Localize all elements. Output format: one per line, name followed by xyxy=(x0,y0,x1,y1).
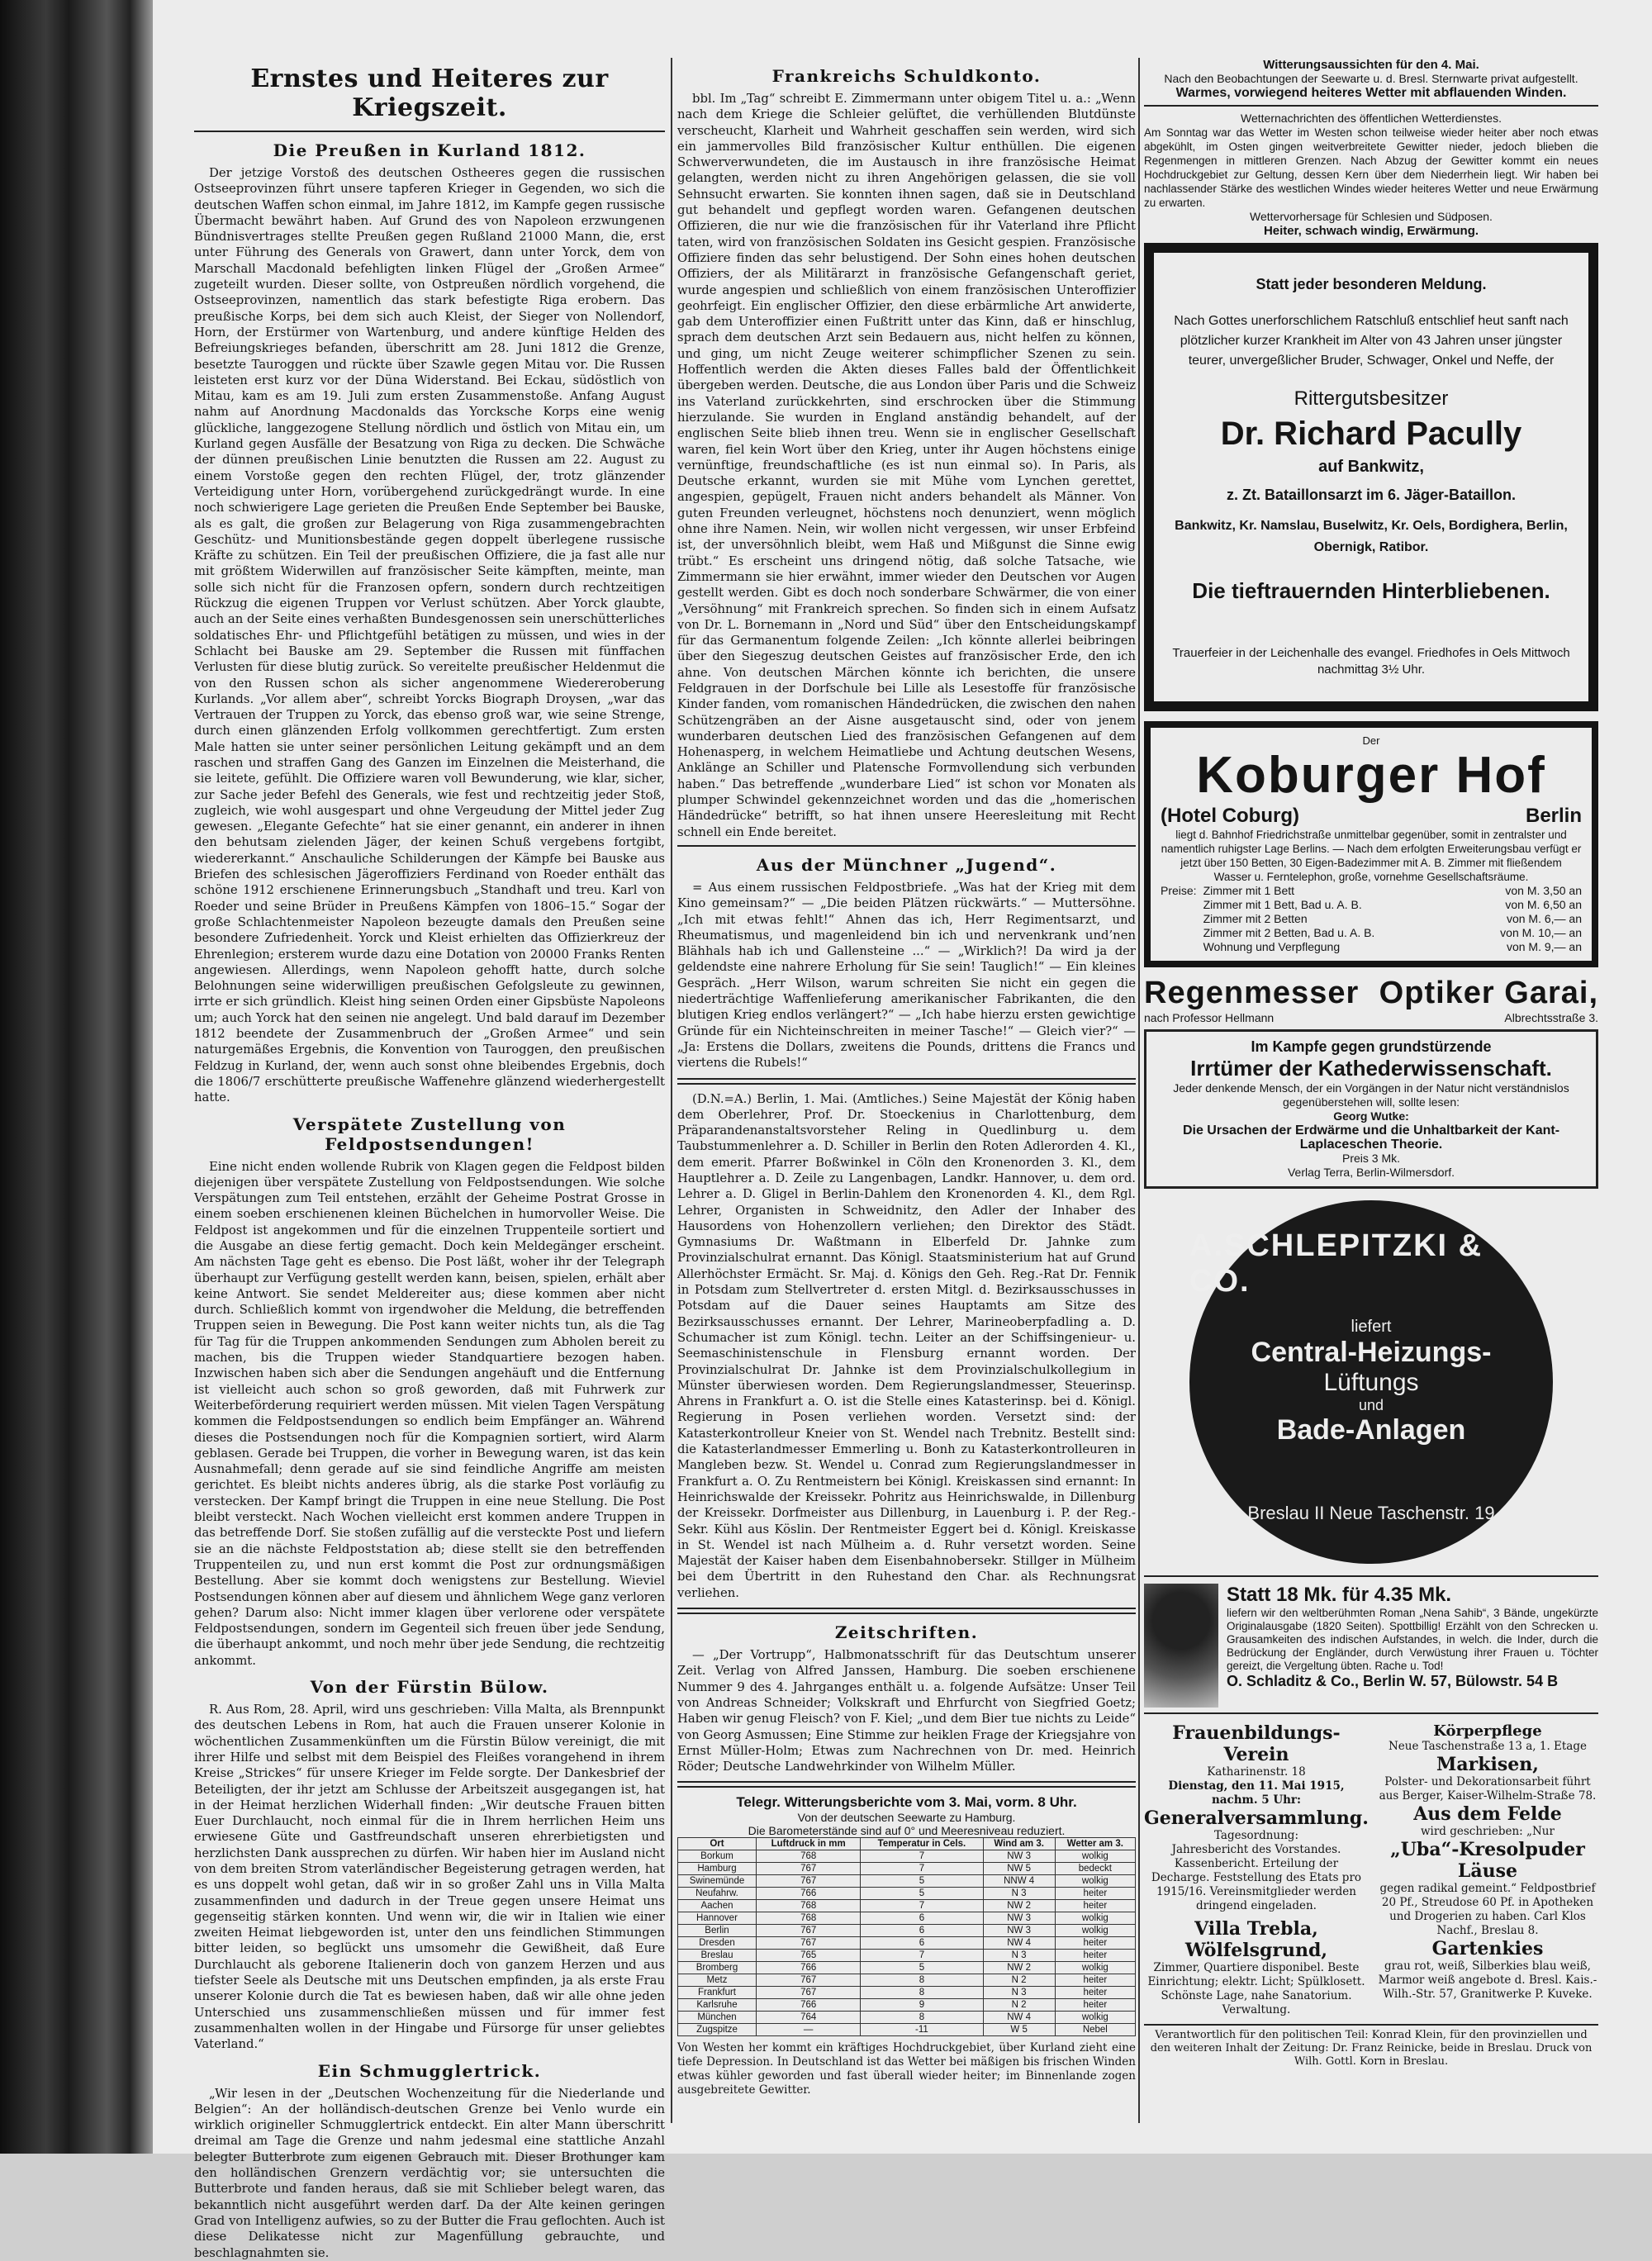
villa-title: Villa Trebla, xyxy=(1194,1918,1318,1940)
book-offer-head: Statt 18 Mk. für 4.35 Mk. xyxy=(1227,1584,1452,1606)
table-cell: 5 xyxy=(861,1875,983,1888)
article-body: Eine nicht enden wollende Rubrik von Klagen gegen die Feldpost bilden diejenigen über verspätete Zustellung von Feldpostsendungen. Wie solche Verspätungen zum Teil entstehen, erzählt der Geheime Postrat Grosse in einem soeben erschienenen kleinen Büchelchen in humorvoller Weise. Die Feldpost ist angekommen und für die einzelnen Truppenteile sortiert und die Ausgabe an diese fertig gemacht. Doch kein Meldegänger erscheint. Am nächsten Tage geht es ebenso. Die Post läßt, woher ihr der Telegraph überhaupt zur Verfügung gestellt werden kann, beisen, spielen, erhält aber keine Antwort. Sie sendet Meldereiter aus; diese kommen aber nicht durch. Schließlich kommt von irgendwoher die Meldung, die betreffenden Truppen seien in Bewegung. Die Post kann weiter nichts tun, als die Tag für Tag für die Truppen ankommenden Sendungen zum Abholen bereit zu machen, bis die Truppen wieder Standquartiere bezogen haben. Inzwischen haben sich aber die Sendungen angehäuft und die Entfernung ist vielleicht auch schon so groß geworden, daß mit Fuhrwerk zur Weiterbeförderung requiriert werden müssen. Mit vielen Tagen Verspätung kommen die Feldpostsendungen so endlich beim Empfänger an. Während dieses die Postsendungen noch für die Kompagnien sortiert, wird Alarm geblasen. Gerade bei Truppen, die vorher in Bewegung waren, ist das kein Ausnahmefall; denn gerade auf sie sind feindliche Angriffe am meisten gerichtet. Es bleibt nichts anderes übrig, als die starke Post vorläufig zu verstecken. Der Kampf bringt die Truppen in eine neue Stellung. Die Post bleibt versteckt. Nach Wochen vielleicht erst kommen andere Truppen in das betreffende Dorf. Sie stoßen zufällig auf die versteckte Post und liefern sie an die nächste Feldpoststation ab; diese stellt sie den betreffenden Truppenteilen zu, und nun erst kommt die Post zur ordnungsmäßigen Bestellung. Aber sie kommt doch wenigstens zur Bestellung. Wieviel Postsendungen können aber auf diesem und ähnlichem Wege ganz verloren gehen? Darum also: Nicht immer klagen über verlorene oder verspätete Feldpostsendungen, sondern im Gegenteil sich freuen über jede Sendung, die überhaupt ankommt, und noch mehr über jede Sendung, die rechtzeitig ankommt. xyxy=(194,1159,665,1668)
verein-event: Generalversammlung. xyxy=(1144,1807,1369,1829)
forecast-region: Wettervorhersage für Schlesien und Südposen. xyxy=(1250,210,1493,223)
table-row xyxy=(678,1850,1136,1863)
table-cell: Aachen xyxy=(678,1900,757,1912)
table-cell: bedeckt xyxy=(1055,1863,1135,1875)
table-cell: NW 4 xyxy=(983,2012,1055,2024)
column-left xyxy=(194,58,665,2260)
verein-addr: Katharinenstr. 18 xyxy=(1207,1765,1306,1779)
weather-report-title: Telegr. Witterungsberichte vom 3. Mai, vorm. 8 Uhr. xyxy=(736,1794,1077,1811)
table-cell: 5 xyxy=(861,1888,983,1900)
hotel-price-item: Zimmer mit 1 Bett xyxy=(1203,884,1295,897)
table-cell: 768 xyxy=(756,1900,860,1912)
column-middle xyxy=(677,58,1136,2131)
markisen-title: Markisen, xyxy=(1436,1754,1539,1775)
article-body: Der jetzige Vorstoß des deutschen Ostheeres gegen die russischen Ostseeprovinzen führt unsere tapferen Krieger in Gegenden, wo sich die deutschen Waffen schon einmal, im Jahre 1812, im Kampfe gegen russische Übermacht bewährt haben. Auf Grund des von Napoleon erzwungenen Bündnisvertrages stellte Preußen gegen Rußland 21000 Mann, die, erst unter Führung des Generals von Grawert, dann unter Yorck, dem von Marschall Macdonald befehligten linken Flügel der „Großen Armee“ zugeteilt wurden. Dieser sollte, von Ostpreußen nördlich vorgehend, die Ostseeprovinzen, namentlich das stark befestigte Riga erobern. Das preußische Korps, bei dem sich auch Kleist, der Sieger von Nollendorf, Horn, der Erstürmer von Wartenburg, und andere künftige Helden des Befreiungskrieges befanden, überschritt am 28. Juni 1812 die Grenze, besetzte Tauroggen und rückte über Szawle gegen Mitau vor. Die Russen leisteten erst kurz vor der Düna Widerstand. Bei Eckau, südöstlich von Mitau, kam es am 19. Juli zum ersten Zusammenstoße. Anfang August nahm auf Anordnung Macdonalds das Yorcksche Korps eine wenig glückliche, langgezogene Stellung nördlich und östlich von Mitau ein, um Kurland gegen Ausfälle der Besatzung von Riga zu decken. Die Schwäche der dünnen preußischen Linie benutzten die Russen am 22. August zu einem Vorstoße gegen den rechten Flügel, der, trotz glänzender Verteidigung unter Horn, vorübergehend zurückgedrängt wurde. In eine noch schwierigere Lage gerieten die Preußen Ende September bei Bauske, als es galt, die großen zur Belagerung von Riga zusammengebrachten Geschütz- und Munitionsbestände gegen doppelt überlegene russische Kräfte zu schützen. Ein Teil der preußischen Offiziere, die ja fast alle nur mit größtem Widerwillen auf französischer Seite kämpften, meinte, man solle sich nicht für die Franzosen opfern, sondern durch rechtzeitigen Rückzug die eigenen Truppen vor Verlust schützen. Aber Yorck glaubte, auch an der Seite eines verhaßten Bundesgenossen sein unerschütterliches soldatisches Ehr- und Pflichtgefühl betätigen zu müssen, und wies in der Schlacht bei Bauske am 29. September die Russen mit fünffachen Verlusten für diese blutig zurück. So vereitelte preußischer Heldenmut die von den Russen schon als sicher angenommene Wiedereroberung Kurlands. „Vor allem aber“, schreibt Yorcks Biograph Droysen, „war das Vertrauen der Truppen zu Yorck, das ebenso groß war, wie seine Strenge, durch einen glänzenden Erfolg vollkommen gerechtfertigt. Zum ersten Male hatten sie unter seiner persönlichen Leitung gekämpft und an dem raschen und straffen Gang des Ganzen im Einzelnen die Meisterhand, die sie leitete, gefühlt. Die Offiziere waren voll Bewunderung, wie klar, sicher, zur Sache jeder Befehl des Generals, wie fest und rechtzeitig jeder Stoß, zugleich, wie wohl ausgespart und ohne Vergeudung der Mittel jeder Zug gewesen. „Elegante Gefechte“ hat sie einer genannt, ein anderer in ihnen den behutsam zielenden Jäger, der keinen Schuß vergebens fortgibt, wiedererkannt.“ Anschauliche Schilderungen der Kämpfe bei Bauske aus Briefen des schlesischen Jägeroffiziers Ferdinand von Roeder enthält das schöne 1912 erschienene Erinnerungsbuch „Standhaft und treu. Karl von Roeder und seine Brüder in Preußens Kämpfen von 1806–15.“ Sogar der große Schlachtenmeister Napoleon bezeugte damals den Preußen seine besondere Zufriedenheit. Yorck und Kleist erhielten das Offizierkreuz der Ehrenlegion; ersterem wurde dazu eine Dotation von 20000 Franks Renten angewiesen. Allerdings, wenn Napoleon gehofft hatte, durch solche Belohnungen seine widerwilligen preußischen Gefolgsleute zu gewinnen, irrte er sich gründlich. Kleist hing seinen Orden einer Gipsbüste Napoleons um; auch Yorck hat den seinen nie angelegt. Und bald darauf im Dezember 1812 beendete der Zusammenbruch der „Großen Armee“ und sein naturgemäßes Ergebnis, die Konvention von Tauroggen, den preußischen Feldzug in Kurland, der, wenn auch sonst ohne bleibendes Ergebnis, doch die 1806/7 erschütterte preußische Waffenehre glänzend wiederhergestellt hatte. xyxy=(194,166,665,1105)
optiker-sub-right: Albrechtsstraße 3. xyxy=(1504,1011,1598,1024)
table-cell: NW 3 xyxy=(983,1850,1055,1863)
heating-ad-line: liefert xyxy=(1351,1318,1392,1336)
table-cell: wolkig xyxy=(1055,2012,1135,2024)
hotel-price-value: von M. 6,50 an xyxy=(1505,898,1582,911)
hotel-price-row xyxy=(1203,898,1582,912)
table-cell: N 3 xyxy=(983,1987,1055,1999)
hotel-price-row xyxy=(1203,912,1582,926)
koerper-title: Körperpflege xyxy=(1433,1722,1542,1740)
book-offer-seller: O. Schladitz & Co., Berlin W. 57, Bülowstr. 54 B xyxy=(1227,1673,1559,1689)
heating-ad-circle xyxy=(1189,1200,1553,1564)
book-offer-text: liefern wir den weltberühmten Roman „Nena Sahib“, 3 Bände, ungekürzte Originalausgabe (1820 Seiten). Spottbillig! Erzählt von den Schrecken u. Grausamkeiten des indischen Aufstandes, in welch. die Inder, durch die Bedrückung der Engländer, durch Verwüstung ihrer Frauen u. Töchter gereizt, die Vergeltung übten. Rache u. Tod! xyxy=(1227,1607,1598,1672)
hotel-name: Koburger Hof xyxy=(1196,747,1546,804)
hotel-ad xyxy=(1144,721,1598,967)
table-cell: wolkig xyxy=(1055,1912,1135,1925)
book-ad-publisher: Verlag Terra, Berlin-Wilmersdorf. xyxy=(1287,1166,1455,1179)
table-row xyxy=(678,1987,1136,1999)
table-cell: Hamburg xyxy=(678,1863,757,1875)
optiker-left: Regenmesser xyxy=(1144,976,1360,1010)
column-right xyxy=(1144,58,1598,2131)
table-cell: 9 xyxy=(861,1999,983,2012)
table-cell: Berlin xyxy=(678,1925,757,1937)
table-cell: N 2 xyxy=(983,1999,1055,2012)
table-cell: 767 xyxy=(756,1875,860,1888)
hotel-price-item: Zimmer mit 2 Betten, Bad u. A. B. xyxy=(1203,926,1375,939)
table-cell: 5 xyxy=(861,1962,983,1974)
article-heading: Frankreichs Schuldkonto. xyxy=(771,66,1042,86)
table-cell: Dresden xyxy=(678,1937,757,1950)
table-cell: NW 2 xyxy=(983,1900,1055,1912)
laeuse-text: gegen radikal gemeint.“ Feldpostbrief 20 Pf., Streudose 60 Pf. in Apotheken und Drogerien zu haben. Carl Klos Nachf., Breslau 8. xyxy=(1379,1882,1596,1937)
table-cell: 767 xyxy=(756,1987,860,1999)
hotel-price-value: von M. 10,— an xyxy=(1500,926,1582,939)
table-cell: heiter xyxy=(1055,1950,1135,1962)
ads-left xyxy=(1144,1722,1369,2017)
book-ad-price: Preis 3 Mk. xyxy=(1341,1152,1400,1165)
table-row xyxy=(678,1962,1136,1974)
table-cell: Metz xyxy=(678,1974,757,1987)
article-heading: Von der Fürstin Bülow. xyxy=(310,1677,549,1698)
verein-title: Frauenbildungs-Verein xyxy=(1172,1722,1341,1765)
column-rule xyxy=(671,58,672,2123)
hotel-price-list xyxy=(1203,884,1582,954)
table-cell: N 2 xyxy=(983,1974,1055,1987)
hotel-price-item: Zimmer mit 2 Betten xyxy=(1203,912,1308,925)
book-ad xyxy=(1144,1029,1598,1189)
table-cell: Swinemünde xyxy=(678,1875,757,1888)
table-row xyxy=(678,1999,1136,2012)
book-spine xyxy=(0,0,153,2154)
table-cell: N 3 xyxy=(983,1888,1055,1900)
article-heading: Ein Schmugglertrick. xyxy=(317,2060,542,2081)
table-cell: wolkig xyxy=(1055,1925,1135,1937)
obituary-place: auf Bankwitz, xyxy=(1318,458,1424,476)
article-heading: Zeitschriften. xyxy=(834,1622,979,1643)
hotel-price-row xyxy=(1203,884,1582,898)
table-cell: 6 xyxy=(861,1925,983,1937)
ads-right xyxy=(1377,1722,1598,2017)
table-cell: wolkig xyxy=(1055,1875,1135,1888)
weather-table-header: Wetter am 3. xyxy=(1055,1838,1135,1850)
book-ad-line2: Irrtümer der Kathederwissenschaft. xyxy=(1190,1056,1552,1081)
obituary-text: Nach Gottes unerforschlichem Ratschluß entschlief heut sanft nach plötzlicher kurzer Krankheit im Alter von 43 Jahren unser jüngster teurer, unvergeßlicher Bruder, Schwager, Onkel und Neffe, der xyxy=(1174,314,1569,368)
table-row xyxy=(678,1912,1136,1925)
weather-table-header: Wind am 3. xyxy=(983,1838,1055,1850)
hotel-subname: (Hotel Coburg) xyxy=(1161,805,1299,827)
villa-text: Zimmer, Quartiere disponibel. Beste Einrichtung; elektr. Licht; Spülklosett. Schönste Lage, nahe Sanatorium. Verwaltung. xyxy=(1147,1961,1365,2016)
article-body: — „Der Vortrupp“, Halbmonatsschrift für das Deutschtum unserer Zeit. Verlag von Alfred Janssen, Hamburg. Die soeben erschienene Nummer 9 des 4. Jahrganges enthält u. a. folgende Aufsätze: Unser Teil von Andreas Schneider; Volkskraft und Ehrfurcht von Siegfried Goetz; Haben wir genug Fleisch? von F. Kiel; „und dem Bier tue nichts zu Leide“ von Georg Asmussen; Eine Stimme zur heiklen Frage der Kriegsjahre von Ernst Müller-Holm; Etwas zum Nachrechnen von Dr. med. Heinrich Röder; Deutsche Landwehrkinder von Wilhelm Müller. xyxy=(677,1648,1136,1774)
table-cell: NNW 4 xyxy=(983,1875,1055,1888)
markisen-text: Polster- und Dekorationsarbeit führt aus Berger, Kaiser-Wilhelm-Straße 78. xyxy=(1379,1775,1597,1803)
table-cell: heiter xyxy=(1055,1937,1135,1950)
hotel-price-value: von M. 6,— an xyxy=(1506,912,1582,925)
table-cell: N 3 xyxy=(983,1950,1055,1962)
table-cell: 8 xyxy=(861,1974,983,1987)
heating-ad-line: Bade-Anlagen xyxy=(1276,1414,1466,1446)
table-cell: 6 xyxy=(861,1937,983,1950)
table-cell: 767 xyxy=(756,1925,860,1937)
table-row xyxy=(678,1900,1136,1912)
obituary-name: Dr. Richard Pacully xyxy=(1220,416,1522,452)
forecast-summary: Warmes, vorwiegend heiteres Wetter mit abflauenden Winden. xyxy=(1175,86,1567,100)
hotel-price-item: Wohnung und Verpflegung xyxy=(1203,940,1341,953)
forecast-region-summary: Heiter, schwach windig, Erwärmung. xyxy=(1263,224,1479,238)
verein-order: Jahresbericht des Vorstandes. Kassenbericht. Erteilung der Decharge. Feststellung des Etats pro 1915/16. Vereinsmitglieder werden dringend eingeladen. xyxy=(1151,1843,1362,1912)
table-cell: 766 xyxy=(756,1999,860,2012)
laeuse-title: Läuse xyxy=(1457,1860,1518,1882)
optiker-ad xyxy=(1144,976,1598,1011)
book-ad-text: Jeder denkende Mensch, der ein Vorgängen in der Natur nicht verständnislos gegenüberstehen will, sollte lesen: xyxy=(1173,1081,1569,1109)
book-ad-title: Die Ursachen der Erdwärme und die Unhaltbarkeit der Kant-Laplaceschen Theorie. xyxy=(1182,1123,1560,1152)
table-cell: 7 xyxy=(861,1850,983,1863)
table-cell: 8 xyxy=(861,2012,983,2024)
obituary-rank: z. Zt. Bataillonsarzt im 6. Jäger-Bataillon. xyxy=(1226,487,1517,503)
table-row xyxy=(678,2024,1136,2036)
obituary-places: Bankwitz, Kr. Namslau, Buselwitz, Kr. Oels, Bordighera, Berlin, Obernigk, Ratibor. xyxy=(1175,519,1568,554)
weather-table xyxy=(677,1837,1136,2036)
table-cell: Borkum xyxy=(678,1850,757,1863)
table-cell: München xyxy=(678,2012,757,2024)
table-row xyxy=(678,1925,1136,1937)
table-cell: 8 xyxy=(861,1987,983,1999)
table-row xyxy=(678,1875,1136,1888)
article-body: bbl. Im „Tag“ schreibt E. Zimmermann unter obigem Titel u. a.: „Wenn nach dem Kriege die Schleier gelüftet, die verhüllenden Blutdünste verscheucht, Klarheit und Wahrheit geschaffen sein werden, wird sich ein jammervolles Bild französischer Kultur enthüllen. Die eigenen Schwerverwundeten, die im Austausch in ihre französische Heimat gelangten, werden nicht zu ihren Angehörigen gelassen, die sie voll Sehnsucht erwarten. Sie konnten ihnen sagen, daß sie in Deutschland gut behandelt und gepflegt worden waren. Gefangenen deutschen Offizieren, die nur wie die französischen für ihr Vaterland ihre Pflicht taten, wird von französischen Soldaten ins Gesicht gespien. Französische Offiziere finden das sehr belustigend. Der Sohn eines hohen deutschen Offiziers, der als Militärarzt in französische Gefangenschaft geriet, wurde angespien und schließlich von einem französischen Unteroffizier geohrfeigt. Ein englischer Offizier, den diese erbärmliche Art anwiderte, gab dem Unteroffizier einen Fußtritt unter das Kinn, daß er hinschlug, sprach dem deutschen Arzt sein Bedauern aus, nicht helfen zu können, und ging, um nicht Zeuge weiterer schimpflicher Szenen zu sein. Hoffentlich werden die Akten dieses Falles bald der Öffentlichkeit übergeben werden. Deutsche, die aus London über Paris und die Schweiz ins Vaterland zurückkehrten, sind erschrocken über die Stimmung hierzulande. Sie wurden in England anständig behandelt, auf der englischen Seite blieb ihnen treu. Wenn sie in englischer Gesellschaft waren, fiel kein Wort über den Krieg, unter ihr Augen höchstens einige vernünftige, freundschaftliche (es ist nun einmal so). In Paris, als Deutsche erkannt, wurden sie mit Mühe vom Lynchen gerettet, angespien, gepügelt, Frauen nicht anders behandelt als Männer. Von guten Freunden verleugnet, höchstens noch denunziert, wenn möglich ohne ihre Namen. Nein, wir wollen nicht vergessen, wir unser Erbfeind ist, der unversöhnlich bleibt, wem Haß und Mißgunst die Sinne ewig trübt.“ Es erscheint uns dringend nötig, daß solche Tatsache, wie Zimmermann sie hier erwähnt, immer wieder den Deutschen vor Augen gestellt werden. Gibt es doch noch sonderbare Schwärmer, die von einer „Versöhnung“ mit Frankreich sprechen. So finden sich in einem Aufsatz von Dr. L. Bornemann in „Nord und Süd“ über den Entscheidungskampf für das Germanentum folgende Zeilen: „Ich könnte allerlei beibringen über den Siegeszug deutschen Geistes auf französischer Erde, den ich ahne. Von deutschen Märchen könnte ich berichten, die unsere Feldgrauen in der Dorfschule bei Lille als Lesestoffe für französische Kinder fanden, vom romanischen Händedrücken, die zwischen den nahen Schützengräben an der Aisne ausgetauscht sind, oder von jenem wunderbaren deutschen Lied des französischen Gefangenen auf dem Hohenasperg, in welchem Heimatliebe und Achtung deutschen Wesens, Anklänge an Schiller und Platensche Formvollendung sich verbunden haben.“ Das betreffende „wunderbare Lied“ ist schon vor Monaten als plumper Schwindel gekennzeichnet worden und das die „homerischen Händedrücke“ betrifft, so hat ihnen unsere Heeresleitung mit Recht schnell ein Ende bereitet. xyxy=(677,92,1136,839)
table-row xyxy=(678,2012,1136,2024)
table-cell: heiter xyxy=(1055,1987,1135,1999)
heating-ad-company: A.SCHLEPITZKI & CO. xyxy=(1189,1228,1483,1299)
felde-text: wird geschrieben: „Nur xyxy=(1420,1825,1555,1838)
book-offer-ad xyxy=(1144,1584,1598,1708)
table-cell: NW 5 xyxy=(983,1863,1055,1875)
table-cell: 768 xyxy=(756,1912,860,1925)
villa-place: Wölfelsgrund, xyxy=(1184,1940,1328,1961)
verein-date: Dienstag, den 11. Mai 1915, nachm. 5 Uhr: xyxy=(1168,1779,1345,1807)
weather-table-header: Ort xyxy=(678,1838,757,1850)
uba-title: „Uba“-Kresolpuder xyxy=(1390,1839,1585,1860)
table-cell: Zugspitze xyxy=(678,2024,757,2036)
obituary-mourners: Die tieftrauernden Hinterbliebenen. xyxy=(1192,578,1550,603)
book-ad-line1: Im Kampfe gegen grundstürzende xyxy=(1251,1038,1492,1055)
divider xyxy=(1144,1575,1598,1577)
table-cell: Breslau xyxy=(678,1950,757,1962)
book-ad-author: Georg Wutke: xyxy=(1333,1109,1409,1123)
official-notices: (D.N.=A.) Berlin, 1. Mai. (Amtliches.) Seine Majestät der König haben dem Oberlehrer, Prof. Dr. Stoeckenius in Charlottenburg, dem Präparandenanstaltsvorsteher Reling in Quedlinburg u. dem Taubstummenlehrer a. D. Schiller in Berlin den Roten Adlerorden 4. Kl., dem emerit. Pfarrer Boßwinkel in Cöln den Kronenorden 3. Kl., dem Hauptlehrer a. D. Zeile zu Langenbagen, Landkr. Hannover, u. dem ord. Lehrer a. D. Gligel in Berlin-Dahlem den Kronenorden 4. Kl., dem Rgl. Lehrer, Organisten in Schweidnitz, den Adler der Inhaber des Hausordens von Hohenzollern verliehen; den Direktor des Städt. Gymnasiums Dr. Waßtmann in Elberfeld Dr. Jahnke zum Provinzialschulrat ernannt. Das Königl. Staatsministerium hat auf Grund Allerhöchster Ermächt. Sr. Maj. d. Königs den Geh. Reg.-Rat Dr. Fennik in Potsdam zum Stellvertreter d. ersten Mitgl. d. Bezirksausschusses in Potsdam auf die Dauer seines Hauptamts am Sitze des Bezirksausschusses ernannt. Der Lehrer, Marineoberpfadling a. D. Schumacher ist zum Königl. techn. Leiter an der Schiffsingenieur- u. Seemaschinistenschule in Flensburg ernannt worden. Der Provinzialschulrat Dr. Jahnke ist dem Provinzialschulkollegium in Münster überwiesen worden. Dem Regierungslandmesser, Steuerinsp. Ahrens in Frankfurt a. O. ist die Stelle eines Katasterinsp. bei d. Königl. Regierung in Posen verliehen worden. Versetzt sind: der Katasterkontrolleur Kneier von St. Wendel nach Trebnitz. Bestellt sind: die Katasterlandmesser Emmerling u. Bonh zu Katasterkontrolleuren in Mangleben bezw. St. Wendel u. Conrad zum Regierungslandmesser in Frankfurt a. O. Zu Rentmeistern bei Königl. Kreiskassen sind ernannt: In Heinrichswalde der Kreissekr. Pohritz aus Heinrichswalde, in Dillenburg der Kreissekr. Dorfmeister aus Dillenburg, in Lauenburg i. P. der Reg.-Sekr. Kühl aus Köslin. Der Rentmeister Eggert bei d. Königl. Kreiskasse in St. Wendel ist nach Mülheim a. d. Ruhr versetzt worden. Seine Majestät der Kaiser haben dem Eisenbahnobersekr. Stillger in Mülheim bei dem Übertritt in den Ruhestand den Char. als Rechnungsrat verliehen. xyxy=(677,1091,1136,1600)
table-cell: Karlsruhe xyxy=(678,1999,757,2012)
divider xyxy=(677,1781,1136,1788)
heating-ad-line: Central-Heizungs- xyxy=(1251,1337,1492,1368)
weather-summary: Von Westen her kommt ein kräftiges Hochdruckgebiet, über Kurland zieht eine tiefe Depression. In Deutschland ist das Wetter bei mäßigen bis frischen Winden etwas kühler geworden und fast überall wieder heiter; im Binnenlande zogen ausgebreitete Gewitter. xyxy=(677,2041,1136,2097)
hotel-city: Berlin xyxy=(1525,805,1582,827)
table-cell: 767 xyxy=(756,1937,860,1950)
weather-forecast xyxy=(1144,58,1598,238)
heating-ad-line: und xyxy=(1358,1397,1384,1413)
heating-ad-address: Breslau II Neue Taschenstr. 19 xyxy=(1247,1503,1495,1523)
article-body: „Wir lesen in der „Deutschen Wochenzeitung für die Niederlande und Belgien“: An der holländisch-deutschen Grenze bei Venlo wurde ein wirklich origineller Schmugglertrick entdeckt. Ein alter Mann überschritt dreimal am Tage die Grenze und nahm jedesmal eine stattliche Anzahl belegter Butterbrote zum eigenen Gebrauch mit. Dieser Brothunger kam den holländischen Grenzern verdächtig vor; sie untersuchten die Butterbrote und fanden heraus, daß sie mit Schlieber belegt waren, das bekanntlich nicht ausgeführt werden darf. Da der Alte keinen geringen Grad von Intelligenz aufwies, so zu der Butter die Frau geflochten. Auch ist diese Delikatesse nicht zur Magenfüllung gebrauchte, und beschlagnahmten sie. xyxy=(194,2086,665,2260)
divider xyxy=(194,131,665,132)
hotel-price-row xyxy=(1203,926,1582,940)
weather-report-note: Die Barometerstände sind auf 0° und Meeresniveau reduziert. xyxy=(748,1824,1066,1838)
obituary-funeral: Trauerfeier in der Leichenhalle des evangel. Friedhofes in Oels Mittwoch nachmittag 3½ Uhr. xyxy=(1172,646,1570,677)
table-cell: Hannover xyxy=(678,1912,757,1925)
divider xyxy=(677,1078,1136,1085)
obituary-notice xyxy=(1144,243,1598,711)
hotel-price-row xyxy=(1203,940,1582,954)
article-heading: Aus der Münchner „Jugend“. xyxy=(756,854,1057,875)
optiker-sub-left: nach Professor Hellmann xyxy=(1144,1011,1275,1024)
article-heading: Die Preußen in Kurland 1812. xyxy=(273,140,586,160)
article-body: = Aus einem russischen Feldpostbriefe. „Was hat der Krieg mit dem Kino gemeinsam?“ — „Die beiden Plätzen rückwärts.“ — Muttersöhne. „Ich mit etwas fehlt!“ Ahnen das ich, Herr Regimentsarzt, und Rheumatismus, und magenleidend bin ich und nervenkrank und’nen Blähhals hab ich und Gallensteine ...“ — „Wirklich?! Da wird ja der geldendste eine nahrere Erholung für Sie sein! Tauglich!“ — Ein kleines Gespräch. „Herr Wilson, warum schreiten Sie nicht ein gegen die niederträchtige Waffenlieferung amerikanischer Fabrikanten, die den blutigen Krieg endlos verlängert?“ — „Ich habe hierzu ersten gewichtige Gründe für ein Nichteinschreiten in meiner Tasche!“ — Gleich vier?“ — „Ja: Erstens die Dollars, zweitens die Pounds, drittens die Francs und viertens die Rubels!“ xyxy=(677,880,1136,1071)
optiker-right: Optiker Garai, xyxy=(1379,976,1598,1010)
table-cell: NW 3 xyxy=(983,1925,1055,1937)
table-cell: 767 xyxy=(756,1974,860,1987)
table-row xyxy=(678,1888,1136,1900)
table-cell: Neufahrw. xyxy=(678,1888,757,1900)
forecast-title: Witterungsaussichten für den 4. Mai. xyxy=(1263,58,1479,72)
hotel-price-value: von M. 9,— an xyxy=(1506,940,1582,953)
weather-table-header: Luftdruck in mm xyxy=(756,1838,860,1850)
table-cell: Frankfurt xyxy=(678,1987,757,1999)
table-cell: heiter xyxy=(1055,1888,1135,1900)
portrait-image xyxy=(1144,1584,1218,1708)
hotel-price-item: Zimmer mit 1 Bett, Bad u. A. B. xyxy=(1203,898,1362,911)
imprint-footer: Verantwortlich für den politischen Teil: Konrad Klein, für den provinziellen und den weiteren Inhalt der Zeitung: Dr. Franz Reinicke, beide in Breslau. Druck von Wilh. Gottl. Korn in Breslau. xyxy=(1144,2024,1598,2069)
table-cell: Nebel xyxy=(1055,2024,1135,2036)
table-cell: -11 xyxy=(861,2024,983,2036)
table-cell: wolkig xyxy=(1055,1850,1135,1863)
forecast-text: Am Sonntag war das Wetter im Westen schon teilweise wieder heiter aber noch etwas abgekühlt, im Osten gingen weitverbreitete Gewitter nieder, jedoch blieben die Regenmengen in mittleren Grenzen. Nach Abzug der Gewitter kommt ein neues Hochdruckgebiet zur Geltung, dessen Kern über dem Niederrhein liegt. Wir haben bei nachlassender Stärke des westlichen Windes wieder heiteres Wetter und neue Erwärmung zu erwarten. xyxy=(1144,126,1598,209)
table-cell: heiter xyxy=(1055,1900,1135,1912)
divider xyxy=(677,845,1136,847)
obituary-title: Rittergutsbesitzer xyxy=(1294,387,1449,410)
garten-text: grau rot, weiß, Silberkies blau weiß, Marmor weiß angebote d. Bresl. Kais.-Wilh.-Str. 57, Granitwerke P. Kuveke. xyxy=(1378,1959,1597,2001)
verein-order-label: Tagesordnung: xyxy=(1213,1829,1298,1842)
weather-report-subtitle: Von der deutschen Seewarte zu Hamburg. xyxy=(797,1811,1016,1825)
table-cell: NW 4 xyxy=(983,1937,1055,1950)
hotel-article: Der xyxy=(1362,734,1380,747)
article-body: R. Aus Rom, 28. April, wird uns geschrieben: Villa Malta, als Brennpunkt des deutschen Lebens in Rom, hat auch die Frauen unserer Kolonie in wöchentlichen Zusammenkünften um die Fürstin Bülow vereinigt, die mit ihrer Hilfe und selbst mit dem Beispiel des Fleißes vorangehend in ihrem Kreise „Strickes“ für unsere Krieger im Felde sorgte. Der Dankesbrief der Beteiligten, der ihr jetzt am Schlusse der Arbeitszeit ausgegangen ist, hat in der Heimat herzlichen Widerhall finden: „Wir deutsche Frauen bitten Euer Durchlaucht, noch einmal für die in Ihrem herrlichen Heim uns erwiesene Güte und Gastfreundschaft unseren ehrerbietigsten und herzlichsten Dank aussprechen zu dürfen. Wir haben hier im Ausland nicht von dem breiten Strom vaterländischer Begeisterung getragen werden, hat es uns doppelt wohl getan, daß wir in so großer Zahl uns in Villa Malta zusammenfinden und dadurch in der Treue gegen unsere Heimat uns gegenseitig stärken konnten. Und wenn wir, die wir in Italien wie einer zweiten Heimat liebgeworden ist, unter den uns feindlichen Stimmungen bitter leiden, so beglückt uns umsomehr die Gewißheit, daß Eure Durchlaucht als geborene Italienerin doch von ganzem Herzen und aus tiefster Seele als Deutsche mit uns Deutschen empfinden, ja als erste Frau unserer Kolonie durch die Tat es bewiesen haben, daß wir alle ohne jeden Unterschied uns zusammenschließen müssen und für immer fest zusammenhalten wollen in der Hingabe und Fürsorge für unser geliebtes Vaterland.“ xyxy=(194,1703,665,2052)
table-cell: 766 xyxy=(756,1962,860,1974)
table-cell: 7 xyxy=(861,1863,983,1875)
hotel-price-value: von M. 3,50 an xyxy=(1505,884,1582,897)
table-cell: 767 xyxy=(756,1863,860,1875)
hotel-description: liegt d. Bahnhof Friedrichstraße unmittelbar gegenüber, somit in zentralster und namentlich ruhigster Lage Berlins. — Nach dem erfolgten Erweiterungsbau verfügt er jetzt über 150 Betten, 30 Eigen-Badezimmer mit A. B. Zimmer mit fließendem Wasser u. Ferntelephon, große, vornehme Gesellschaftsräume. xyxy=(1161,829,1582,883)
table-cell: NW 3 xyxy=(983,1912,1055,1925)
felde-title: Aus dem Felde xyxy=(1413,1803,1562,1825)
garten-title: Gartenkies xyxy=(1431,1938,1544,1959)
heating-ad-line: Lüftungs xyxy=(1323,1369,1419,1396)
table-cell: 6 xyxy=(861,1912,983,1925)
table-cell: wolkig xyxy=(1055,1962,1135,1974)
divider xyxy=(1144,105,1598,107)
table-cell: — xyxy=(756,2024,860,2036)
forecast-source: Nach den Beobachtungen der Seewarte u. d. Bresl. Sternwarte privat aufgestellt. xyxy=(1164,72,1578,85)
table-cell: W 5 xyxy=(983,2024,1055,2036)
table-cell: 765 xyxy=(756,1950,860,1962)
table-cell: 764 xyxy=(756,2012,860,2024)
table-cell: 768 xyxy=(756,1850,860,1863)
table-row xyxy=(678,1950,1136,1962)
article-heading: Verspätete Zustellung von Feldpostsendungen! xyxy=(292,1114,567,1154)
table-row xyxy=(678,1863,1136,1875)
table-cell: NW 2 xyxy=(983,1962,1055,1974)
table-cell: 7 xyxy=(861,1950,983,1962)
divider xyxy=(677,1608,1136,1614)
divider xyxy=(1144,1712,1598,1714)
forecast-service: Wetternachrichten des öffentlichen Wetterdienstes. xyxy=(1241,112,1502,125)
column-rule xyxy=(1138,58,1140,2123)
table-row xyxy=(678,1974,1136,1987)
obituary-head: Statt jeder besonderen Meldung. xyxy=(1256,276,1487,292)
hotel-prices-label: Preise: xyxy=(1161,884,1197,897)
masthead: Ernstes und Heiteres zur Kriegszeit. xyxy=(250,64,609,122)
table-cell: heiter xyxy=(1055,1999,1135,2012)
table-cell: 7 xyxy=(861,1900,983,1912)
weather-table-header: Temperatur in Cels. xyxy=(861,1838,983,1850)
table-cell: Bromberg xyxy=(678,1962,757,1974)
table-cell: 766 xyxy=(756,1888,860,1900)
table-row xyxy=(678,1937,1136,1950)
table-cell: heiter xyxy=(1055,1974,1135,1987)
koerper-addr: Neue Taschenstraße 13 a, 1. Etage xyxy=(1388,1740,1587,1753)
